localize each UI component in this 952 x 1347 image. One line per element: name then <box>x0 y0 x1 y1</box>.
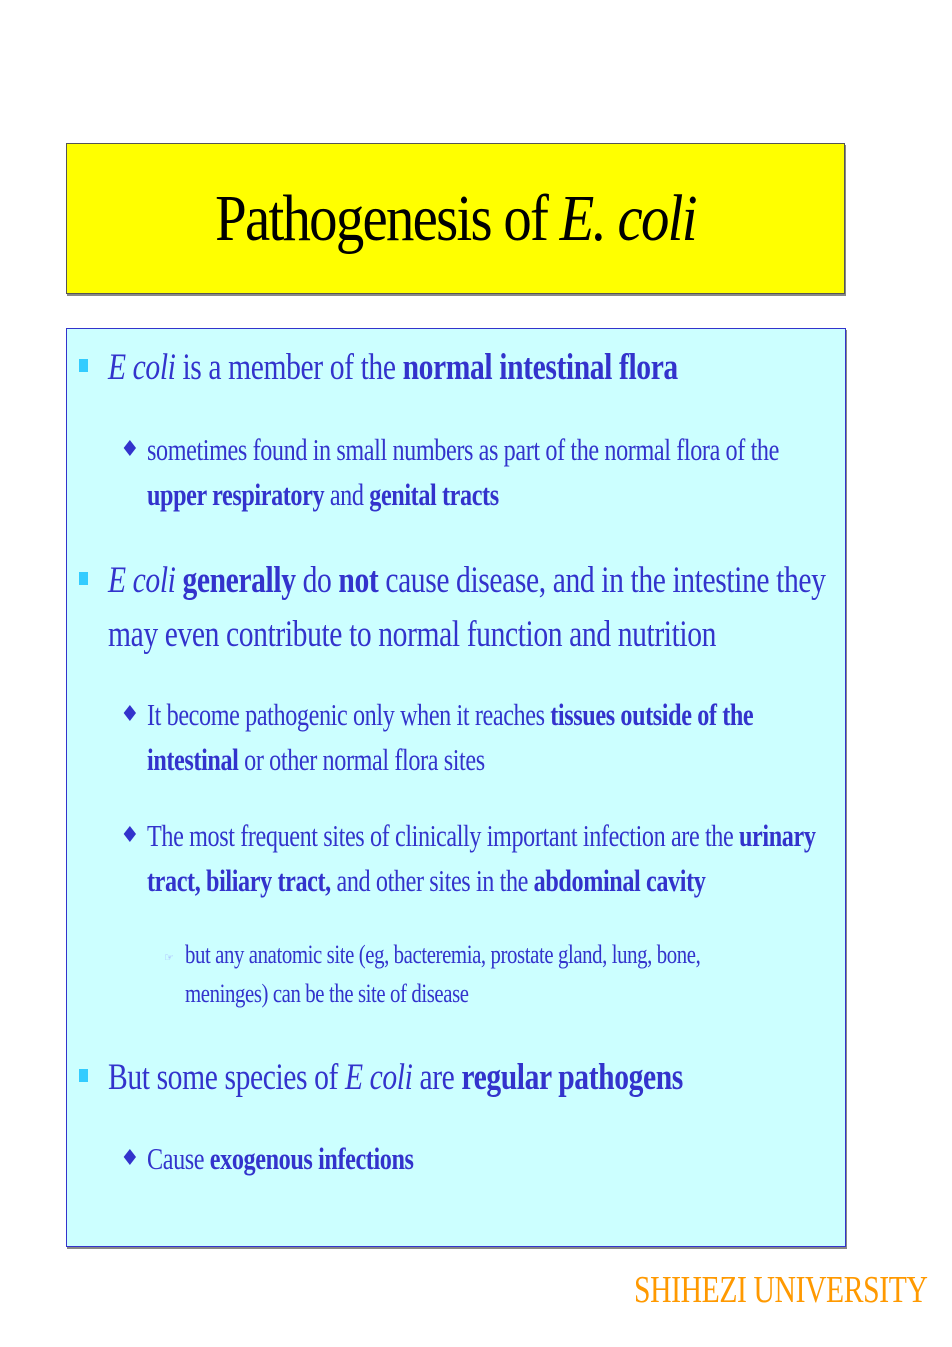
b1-text: is a member of the <box>175 347 403 388</box>
b2a-text1: It become pathogenic only when it reaches <box>147 697 551 732</box>
bullet-2b1-line-2: meninges) can be the site of disease <box>185 979 469 1008</box>
b1-bold: normal intestinal flora <box>402 347 678 388</box>
b2-bold2: not <box>338 560 379 601</box>
square-bullet-icon <box>79 1069 88 1082</box>
b3-text2: are <box>412 1057 462 1098</box>
title-prefix: Pathogenesis of <box>215 181 560 255</box>
slide-title <box>215 181 696 257</box>
b1a-bold1: upper respiratory <box>147 477 325 512</box>
b2-text2: do <box>295 560 339 601</box>
diamond-bullet-icon: ♦ <box>120 702 140 727</box>
diamond-bullet-icon: ♦ <box>120 437 140 462</box>
bullet-2-line-1 <box>108 559 826 602</box>
b2b-bold2: tract, biliary tract, <box>147 863 331 898</box>
bullet-3-text <box>108 1056 683 1099</box>
b3a-text1: Cause <box>147 1141 210 1176</box>
bullet-1a-line-1: sometimes found in small numbers as part of the normal flora of the <box>147 432 779 467</box>
b2-text3: cause disease, and in the intestine they <box>378 560 826 601</box>
content-box <box>66 328 846 1247</box>
bullet-1-text <box>108 346 678 389</box>
b1a-text2: and <box>324 477 370 512</box>
square-bullet-icon <box>79 572 88 585</box>
b2-italic: E coli <box>108 560 176 601</box>
b3a-bold: exogenous infections <box>209 1141 414 1176</box>
title-italic: E. coli <box>559 181 696 255</box>
b2a-bold2: intestinal <box>147 742 239 777</box>
b2a-bold1: tissues outside of the <box>550 697 754 732</box>
diamond-bullet-icon: ♦ <box>120 823 140 848</box>
bullet-2a-line-2 <box>147 742 485 778</box>
bullet-2b-line-1 <box>147 818 816 854</box>
b3-italic: E coli <box>344 1057 413 1098</box>
b3-text1: But some species of <box>108 1057 345 1098</box>
b1-italic: E coli <box>108 347 176 388</box>
bullet-2a-line-1 <box>147 697 753 733</box>
bullet-1a-line-2 <box>147 477 499 513</box>
diamond-bullet-icon: ♦ <box>120 1146 140 1171</box>
b2a-text2: or other normal flora sites <box>238 742 485 777</box>
square-bullet-icon <box>79 359 88 372</box>
b2b-text1: The most frequent sites of clinically important infection are the <box>147 818 739 853</box>
b2b-bold1: urinary <box>738 818 816 853</box>
b2b-bold3: abdominal cavity <box>533 863 706 898</box>
bullet-2b-line-2 <box>147 863 705 899</box>
bullet-2-line-2: may even contribute to normal function and nutrition <box>108 614 717 655</box>
b2-bold1: generally <box>182 560 296 601</box>
pointing-hand-icon: ☞ <box>164 951 174 964</box>
b2b-text2: and other sites in the <box>330 863 534 898</box>
b3-bold: regular pathogens <box>461 1057 683 1098</box>
b1a-bold2: genital tracts <box>369 477 499 512</box>
title-box <box>66 143 845 294</box>
footer-university: SHIHEZI UNIVERSITY <box>634 1269 928 1311</box>
bullet-3a-text <box>147 1141 414 1177</box>
bullet-2b1-line-1: but any anatomic site (eg, bacteremia, prostate gland, lung, bone, <box>185 940 701 969</box>
